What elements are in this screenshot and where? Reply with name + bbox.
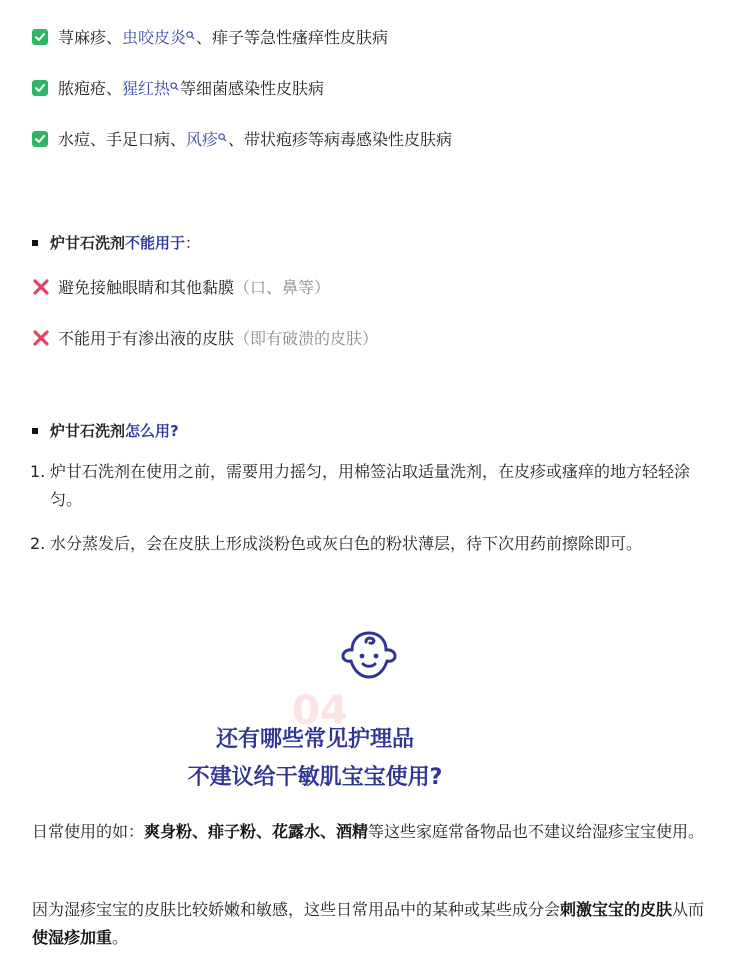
paragraph-text: 从而 — [672, 900, 705, 919]
list-item — [32, 326, 378, 349]
bullet-square-icon — [32, 240, 38, 246]
keyword-link[interactable]: 猩红热 — [122, 79, 171, 98]
section-title-line1: 还有哪些常见护理品 — [215, 727, 414, 752]
heading-accent: 怎么用? — [125, 422, 179, 440]
bold-text: 刺激宝宝的皮肤 — [560, 900, 673, 919]
keyword-link[interactable]: 虫咬皮炎 — [122, 28, 187, 47]
heading-plain: 炉甘石洗剂 — [50, 234, 126, 252]
ordered-list-item — [30, 458, 710, 514]
bold-text: 爽身粉、痱子粉、花露水、酒精 — [144, 822, 369, 841]
heading-accent: 不能用于 — [125, 234, 186, 252]
checkbox-checked-icon — [32, 80, 48, 96]
list-number: 2. — [30, 534, 46, 553]
how-to-heading — [32, 420, 179, 441]
baby-face-icon — [340, 630, 398, 680]
paragraph — [32, 818, 712, 846]
list-item — [32, 25, 388, 48]
section-number: 04 — [292, 688, 348, 734]
list-item — [32, 275, 330, 298]
warning-note: （即有破溃的皮肤） — [234, 329, 379, 348]
search-icon[interactable] — [170, 82, 179, 91]
paragraph-text: 日常使用的如： — [32, 822, 145, 841]
paragraph-text: 等这些家庭常备物品也不建议给湿疹宝宝使用。 — [368, 822, 705, 841]
list-item — [32, 76, 324, 99]
list-item-prefix: 水痘、手足口病、 — [58, 130, 187, 149]
ordered-list-item — [30, 530, 710, 558]
list-item-prefix: 脓疱疮、 — [58, 79, 123, 98]
step-text: 水分蒸发后，会在皮肤上形成淡粉色或灰白色的粉状薄层，待下次用药前擦除即可。 — [50, 534, 643, 553]
bold-text: 使湿疹加重 — [32, 928, 113, 947]
paragraph-text: 因为湿疹宝宝的皮肤比较娇嫩和敏感，这些日常用品中的某种或某些成分会 — [32, 900, 561, 919]
warning-note: （口、鼻等） — [234, 278, 331, 297]
cross-icon — [32, 278, 50, 296]
checkbox-checked-icon — [32, 29, 48, 45]
search-icon[interactable] — [218, 133, 227, 142]
keyword-link[interactable]: 风疹 — [186, 130, 219, 149]
cross-icon — [32, 329, 50, 347]
paragraph — [32, 896, 712, 952]
step-text: 炉甘石洗剂在使用之前，需要用力摇匀，用棉签沾取适量洗剂，在皮疹或瘙痒的地方轻轻涂匀。 — [50, 462, 691, 509]
heading-plain: 炉甘石洗剂 — [50, 422, 126, 440]
not-for-heading — [32, 232, 200, 253]
list-item — [32, 127, 452, 150]
list-item-suffix: 、带状疱疹等病毒感染性皮肤病 — [228, 130, 453, 149]
warning-text: 避免接触眼睛和其他黏膜 — [58, 278, 235, 297]
warning-text: 不能用于有渗出液的皮肤 — [58, 329, 235, 348]
section-title-line2: 不建议给干敏肌宝宝使用? — [187, 765, 443, 790]
checkbox-checked-icon — [32, 131, 48, 147]
list-item-suffix: 等细菌感染性皮肤病 — [180, 79, 325, 98]
paragraph-text: 。 — [112, 928, 129, 947]
list-number: 1. — [30, 462, 46, 481]
search-icon[interactable] — [186, 31, 195, 40]
list-item-suffix: 、痱子等急性瘙痒性皮肤病 — [196, 28, 389, 47]
list-item-prefix: 荨麻疹、 — [58, 28, 123, 47]
bullet-square-icon — [32, 428, 38, 434]
heading-colon: ： — [185, 234, 201, 252]
